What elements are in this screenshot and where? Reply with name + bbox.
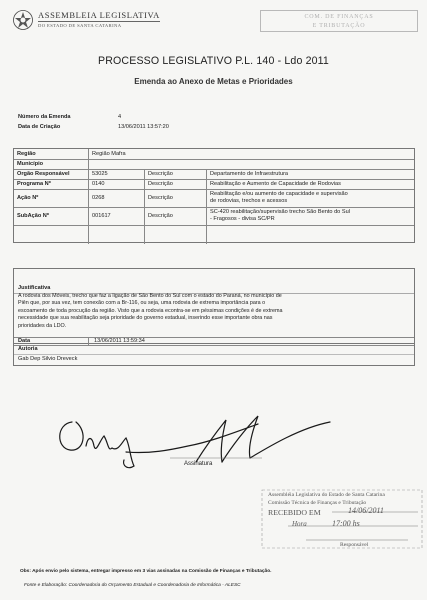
region-label: Região [17, 151, 36, 157]
action-label: Ação Nº [17, 195, 39, 201]
stamp-responsible: Responsável [340, 542, 369, 548]
organ-desc-label: Descrição [148, 171, 173, 177]
stamp-received-date: 14/06/2011 [348, 506, 384, 515]
justification-label: Justificativa [18, 285, 51, 291]
signature-label: Assinatura [184, 461, 213, 467]
program-desc-label: Descrição [148, 181, 173, 187]
amendment-table [13, 148, 415, 243]
creation-date-label: Data de Criação [18, 124, 61, 130]
action-desc-line2: de rodovias, trechos e acessos [210, 198, 288, 204]
stamp-hour-value: 17:00 hs [332, 519, 360, 528]
authorship-value: Gab Dep Silvio Dreveck [18, 356, 78, 362]
organ-code: 53025 [92, 171, 108, 177]
stamp-line2: Comissão Técnica de Finanças e Tributação [268, 500, 367, 506]
stamp-line1: Assembléia Legislativa do Estado de Santa Catarina [268, 492, 385, 498]
organ-desc: Departamento de Infraestrutura [210, 171, 289, 177]
amendment-number-label: Número da Emenda [18, 114, 71, 120]
program-code: 0140 [92, 181, 105, 187]
org-state: DO ESTADO DE SANTA CATARINA [38, 23, 122, 28]
action-desc-line1: Reabilitação e/ou aumento de capacidade e supervisão [210, 191, 348, 197]
justification-line: prioridades da LDO. [18, 322, 67, 329]
state-crest-icon [12, 9, 34, 31]
municipality-label: Município [17, 161, 44, 167]
justification-text [18, 293, 410, 330]
authorship-table [13, 337, 415, 366]
organ-label: Orgão Responsável [17, 171, 70, 177]
subaction-label: SubAção Nº [17, 213, 49, 219]
page-title: PROCESSO LEGISLATIVO P.L. 140 - Ldo 2011 [98, 55, 329, 67]
subaction-code: 001617 [92, 213, 111, 219]
program-desc: Reabilitação e Aumento de Capacidade de Rodovias [210, 181, 341, 187]
org-header [38, 10, 160, 28]
action-desc-label: Descrição [148, 195, 173, 201]
justification-line: Piên que, por sua vez, tem conexão com a Br-116, ou seja, uma rodovia de extrema importância para o [18, 300, 266, 307]
creation-date-value: 13/06/2011 13:57:20 [118, 124, 169, 130]
justification-line: escoamento de toda procução da região. Visto que a rodovia econtra-se em péssimas condições é de extrema [18, 307, 283, 314]
region-value: Região Mafra [92, 151, 126, 157]
stamp-received: RECEBIDO EM [268, 508, 321, 517]
date-value: 13/06/2011 13:59:34 [94, 338, 145, 344]
amendment-number-value: 4 [118, 114, 122, 120]
justification-line: necessidade que sua reabilitação seja prioridade do governo estadual, inserindo esse importante obra nas [18, 315, 273, 322]
authorship-label: Autoria [18, 346, 38, 352]
footer-source: Fonte e Elaboração: Coordenadoria do Orçamento Estadual e Coordenadoria de Informática - ALESC [24, 583, 241, 588]
stamp-hour-label: Hora [292, 520, 307, 528]
commission-stamp-top: COM. DE FINANÇAS E TRIBUTAÇÃO [260, 10, 418, 32]
justification-box [13, 268, 415, 344]
page-subtitle: Emenda ao Anexo de Metas e Prioridades [134, 77, 293, 86]
program-label: Programa Nº [17, 181, 51, 187]
subaction-desc-label: Descrição [148, 213, 173, 219]
org-name: ASSEMBLEIA LEGISLATIVA [38, 10, 160, 20]
receipt-stamp [258, 488, 424, 552]
date-label: Data [18, 338, 31, 344]
justification-line: A rodovia dos Móveis, trecho que faz a ligação de São Bento do Sul com o estado do Paraná, no município de [18, 293, 282, 299]
subaction-desc-line1: SC-420 reabilitação/supervisão trecho São Bento do Sul [210, 209, 350, 215]
footer-note: Obs: Após envio pelo sistema, entregar impresso em 3 vias assinadas na Comissão de Finanças e Tributação. [20, 569, 272, 574]
subaction-desc-line2: - Fragosos - divisa SC/PR [210, 216, 275, 222]
action-code: 0268 [92, 195, 105, 201]
